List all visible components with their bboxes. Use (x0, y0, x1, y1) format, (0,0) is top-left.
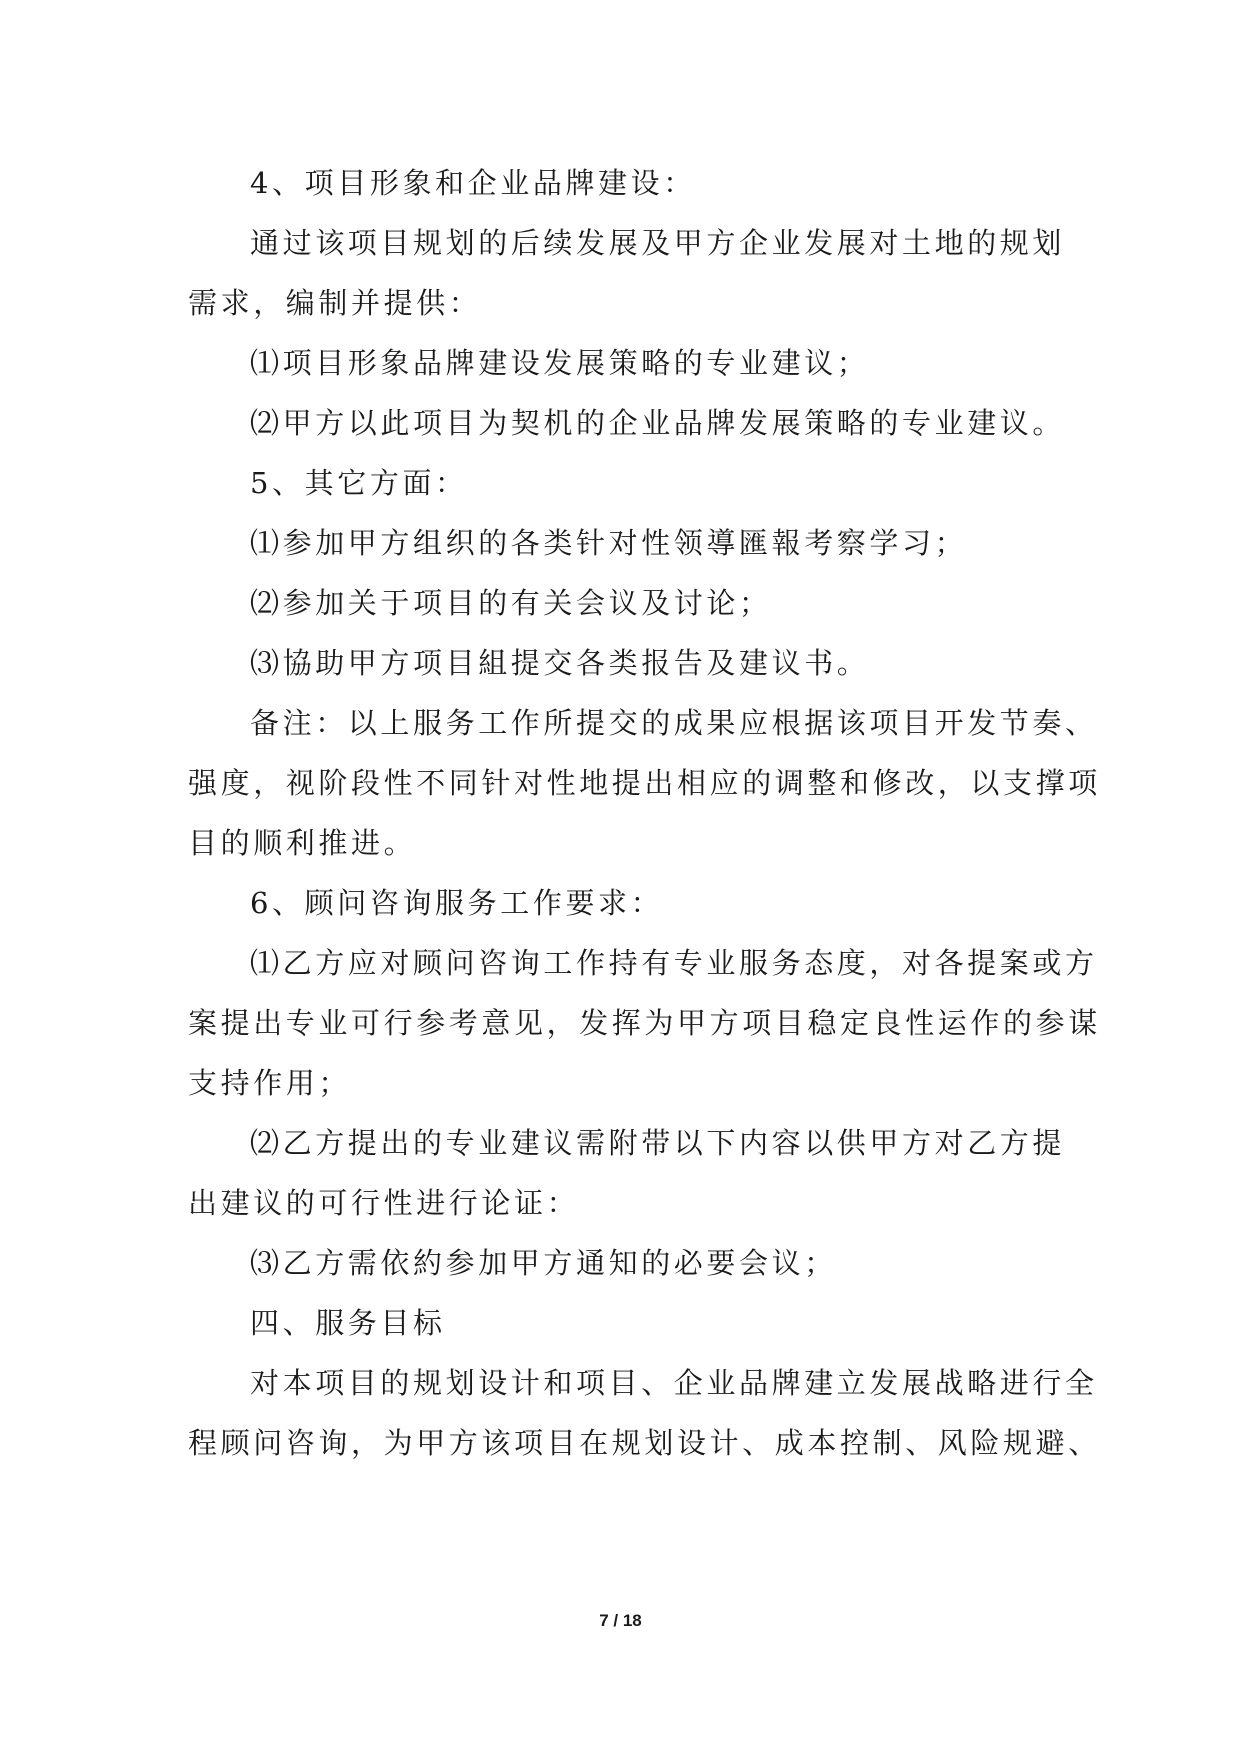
section-heading-6: 6、顾问咨询服务工作要求： (250, 886, 664, 920)
section-heading-5: 5、其它方面： (250, 466, 468, 500)
list-item-continuation: 出建议的可行性进行论证： (188, 1186, 580, 1220)
page-number: 7 / 18 (599, 1611, 642, 1630)
list-item: ⑴项目形象品牌建设发展策略的专业建议； (250, 346, 870, 380)
paragraph-line: 需求，编制并提供： (188, 286, 482, 320)
list-item-continuation: 支持作用； (188, 1066, 352, 1100)
paragraph-line: 通过该项目规划的后续发展及甲方企业发展对土地的规划 (250, 226, 1066, 260)
paragraph-line: 程顾问咨询，为甲方该项目在规划设计、成本控制、风险规避、 (188, 1426, 1101, 1460)
list-item: ⑵参加关于项目的有关会议及讨论； (250, 586, 772, 620)
note-line: 强度，视阶段性不同针对性地提出相应的调整和修改，以支撑项 (188, 766, 1101, 800)
paragraph-line: 对本项目的规划设计和项目、企业品牌建立发展战略进行全 (250, 1366, 1098, 1400)
list-item: ⑴参加甲方组织的各类针对性领導匯報考察学习； (250, 526, 968, 560)
note-line: 目的顺利推进。 (188, 826, 417, 860)
list-item: ⑵甲方以此项目为契机的企业品牌发展策略的专业建议。 (250, 406, 1066, 440)
section-heading-4-goals: 四、服务目标 (250, 1306, 446, 1340)
list-item: ⑶協助甲方项目組提交各类报告及建议书。 (250, 646, 870, 680)
list-item: ⑵乙方提出的专业建议需附带以下内容以供甲方对乙方提 (250, 1126, 1066, 1160)
list-item-continuation: 案提出专业可行参考意见，发挥为甲方项目稳定良性运作的参谋 (188, 1006, 1101, 1040)
list-item: ⑶乙方需依約参加甲方通知的必要会议； (250, 1246, 837, 1280)
list-item: ⑴乙方应对顾问咨询工作持有专业服务态度，对各提案或方 (250, 946, 1098, 980)
note-line: 备注：以上服务工作所提交的成果应根据该项目开发节奏、 (250, 706, 1098, 740)
section-heading-4: 4、项目形象和企业品牌建设： (250, 166, 696, 200)
